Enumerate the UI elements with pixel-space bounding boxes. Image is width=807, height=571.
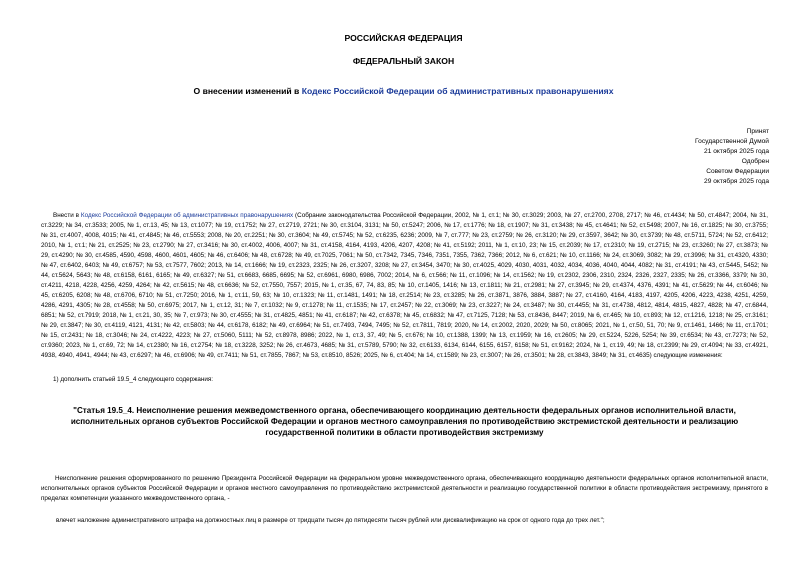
article-heading: "Статья 19.5_4. Неисполнение решения межведомственного органа, обеспечивающего координацию деятельности федеральных органов исполнительной власти, исполнительных органов субъектов Российской Федерации и органов местного самоуправления по противодействию экстремистской деятельности и реализацию государственной политики в области противодействия экстремизму [70,406,739,437]
adoption-line: 21 октября 2025 года [704,148,769,155]
adoption-block [569,127,769,187]
adoption-line: Одобрен [741,158,769,165]
law-title-prefix: О внесении изменений в [193,86,302,96]
codex-link[interactable]: Кодекс Российской Федерации об административных правонарушениях [301,86,614,96]
intro-prefix: Внести в [53,212,81,219]
article-paragraph-2: влечет наложение административного штрафа на должностных лиц в размере от тридцати тысяч до пятидесяти тысяч рублей или дисквалификацию на срок от одного года до трех лет."; [56,517,605,524]
country-heading: РОССИЙСКАЯ ФЕДЕРАЦИЯ [344,33,463,43]
adoption-line: Принят [746,128,769,135]
article-paragraph-1: Неисполнение решения сформированного по решению Президента Российской Федерации на федеральном уровне межведомственного органа, обеспечивающего координацию деятельности федеральных органов исполнительной власти, исполнительных органов субъектов Российской Федерации и органов местного самоуправления по противодействию экстремистской деятельности и реализацию государственной политики в области противодействия экстремизму, принятого в пределах компетенции указанного межведомственного органа, - [41,475,768,502]
law-title [0,86,807,96]
intro-text: (Собрание законодательства Российской Федерации, 2002, № 1, ст.1; № 30, ст.3029; 2003, № 27, ст.2700, 2708, 2717; № 46, ст.4434; № 50, ст.4847; 2004, № 31, ст.3229; № 34, ст.3533; 2005, № 1, ст.13, 45; № 13, ст.1077; № 19, ст.1752; № 27, ст.2719, 2721; № 30, ст.3104, 3131; № 50, ст.5247; 2006, № 17, ст.1776; № 18, ст.1907; № 31, ст.3438; № 45, ст.4641; № 52, ст.5498; 2007, № 16, ст.1825; № 30, ст.3755; № 31, ст.4007, 4008, 4015; № 41, ст.4845; № 46, ст.5553; 2008, № 20, ст.2251; № 30, ст.3604; № 49, ст.5745; № 52, ст.6235, 6236; 2009, № 7, ст.777; № 23, ст.2759; № 26, ст.3120; № 29, ст.3597, 3642; № 30, ст.3739; № 48, ст.5711, 5724; № 52, ст.6412; 2010, № 1, ст.1; № 21, ст.2525; № 23, ст.2790; № 27, ст.3416; № 30, ст.4002, 4006, 4007; № 31, ст.4158, 4164, 4193, 4206, 4207, 4208; № 41, ст.5192; 2011, № 1, ст.10, 23; № 15, ст.2039; № 17, ст.2310; № 19, ст.2715; № 23, ст.3260; № 27, ст.3873; № 29, ст.4290; № 30, ст.4585, 4590, 4598, 4600, 4601, 4605; № 46, ст.6406; № 48, ст.6728; № 49, ст.7025, 7061; № 50, ст.7342, 7345, 7346, 7351, 7355, 7362, 7366; 2012, № 6, ст.621; № 10, ст.1166; № 24, ст.3069, 3082; № 29, ст.3996; № 31, ст.4320, 4330; № 47, ст.6402, 6403; № 49, ст.6757; № 53, ст.7577, 7602; 2013, № 14, ст.1666; № 19, ст.2323, 2325; № 26, ст.3207, 3208; № 27, ст.3454, 3470; № 30, ст.4025, 4029, 4030, 4031, 4032, 4034, 4036, 4040, 4044, 4082; № 31, ст.4191; № 43, ст.5445, 5452; № 44, ст.5624, 5643; № 48, ст.6158, 6161, 6165; № 49, ст.6327; № 51, ст.6683, 6685, 6695; № 52, ст.6961, 6980, 6986, 7002; 2014, № 6, ст.566; № 11, ст.1096; № 14, ст.1562; № 19, ст.2302, 2306, 2310, 2324, 2326, 2327, 2335; № 26, ст.3366, 3379; № 30, ст.4211, 4218, 4228, 4256, 4259, 4264; № 42, ст.5615; № 48, ст.6636; № 52, ст.7550, 7557; 2015, № 1, ст.35, 67, 74, 83, 85; № 10, ст.1405, 1416; № 13, ст.1811; № 21, ст.2981; № 27, ст.3945; № 29, ст.4374, 4376, 4391; № 41, ст.5629; № 44, ст.6046; № 45, ст.6205, 6208; № 48, ст.6706, 6710; № 51, ст.7250; 2016, № 1, ст.11, 59, 63; № 10, ст.1323; № 11, ст.1481, 1491; № 18, ст.2514; № 23, ст.3285; № 26, ст.3871, 3876, 3884, 3887; № 27, ст.4160, 4164, 4183, 4197, 4205, 4206, 4223, 4238, 4251, 4259, 4286, 4291, 4305; № 28, ст.4558; № 50, ст.6975; 2017, № 1, ст.12, 31; № 7, ст.1032; № 9, ст.1278; № 11, ст.1535; № 17, ст.2457; № 22, ст.3069; № 23, ст.3227; № 24, ст.3487; № 30, ст.4455; № 31, ст.4738, 4812, 4814, 4815, 4827, 4828; № 47, ст.6844, 6851; № 52, ст.7919; 2018, № 1, ст.21, 30, 35; № 7, ст.973; № 30, ст.4555; № 31, ст.4825, 4851; № 41, ст.6187; № 42, ст.6378; № 45, ст.6832; № 47, ст.7125, 7128; № 53, ст.8436, 8447; 2019, № 6, ст.465; № 10, ст.893; № 12, ст.1216, 1218; № 25, ст.3161; № 29, ст.3847; № 30, ст.4119, 4121, 4131; № 42, ст.5803; № 44, ст.6178, 6182; № 49, ст.6964; № 51, ст.7493, 7494, 7495; № 52, ст.7811, 7819; 2020, № 14, ст.2002, 2020, 2029; № 50, ст.8065; 2021, № 1, ст.50, 51, 70; № 9, ст.1461, 1466; № 11, ст.1701; № 15, ст.2431; № 18, ст.3046; № 24, ст.4222, 4223; № 27, ст.5060, 5111; № 52, ст.8978, 8986; 2022, № 1, ст.3, 37, 49; № 5, ст.676; № 10, ст.1388, 1399; № 13, ст.1959; № 16, ст.2605; № 29, ст.5224, 5226, 5254; № 39, ст.6534; № 43, ст.7273; № 52, ст.9360; 2023, № 1, ст.69, 72; № 14, ст.2380; № 16, ст.2754; № 18, ст.3228, 3252; № 26, ст.4673, 4685; № 31, ст.5789, 5790; № 32, ст.6133, 6134, 6144, 6155, 6157, 6158; № 51, ст.9162; 2024, № 1, ст.19, 49; № 18, ст.2399; № 29, ст.4094; № 33, ст.4921, 4938, 4940, 4941, 4944; № 43, ст.6297; № 46, ст.6906; № 49, ст.7411; № 51, ст.7855, 7867; № 53, ст.8510, 8526; 2025, № 6, ст.404; № 14, ст.1589; № 23, ст.3007; № 26, ст.3501; № 28, ст.3843, 3849; № 31, ст.4635) следующие изменения: [41,212,768,359]
intro-paragraph [41,211,768,361]
adoption-line: Государственной Думой [695,138,769,145]
document-type-heading: ФЕДЕРАЛЬНЫЙ ЗАКОН [352,56,455,66]
adoption-line: Советом Федерации [706,168,769,175]
adoption-line: 29 октября 2025 года [704,178,769,185]
amendment-item-1: 1) дополнить статьей 19.5_4 следующего содержания: [53,376,214,383]
intro-codex-link[interactable]: Кодекс Российской Федерации об административных правонарушениях [80,212,294,219]
